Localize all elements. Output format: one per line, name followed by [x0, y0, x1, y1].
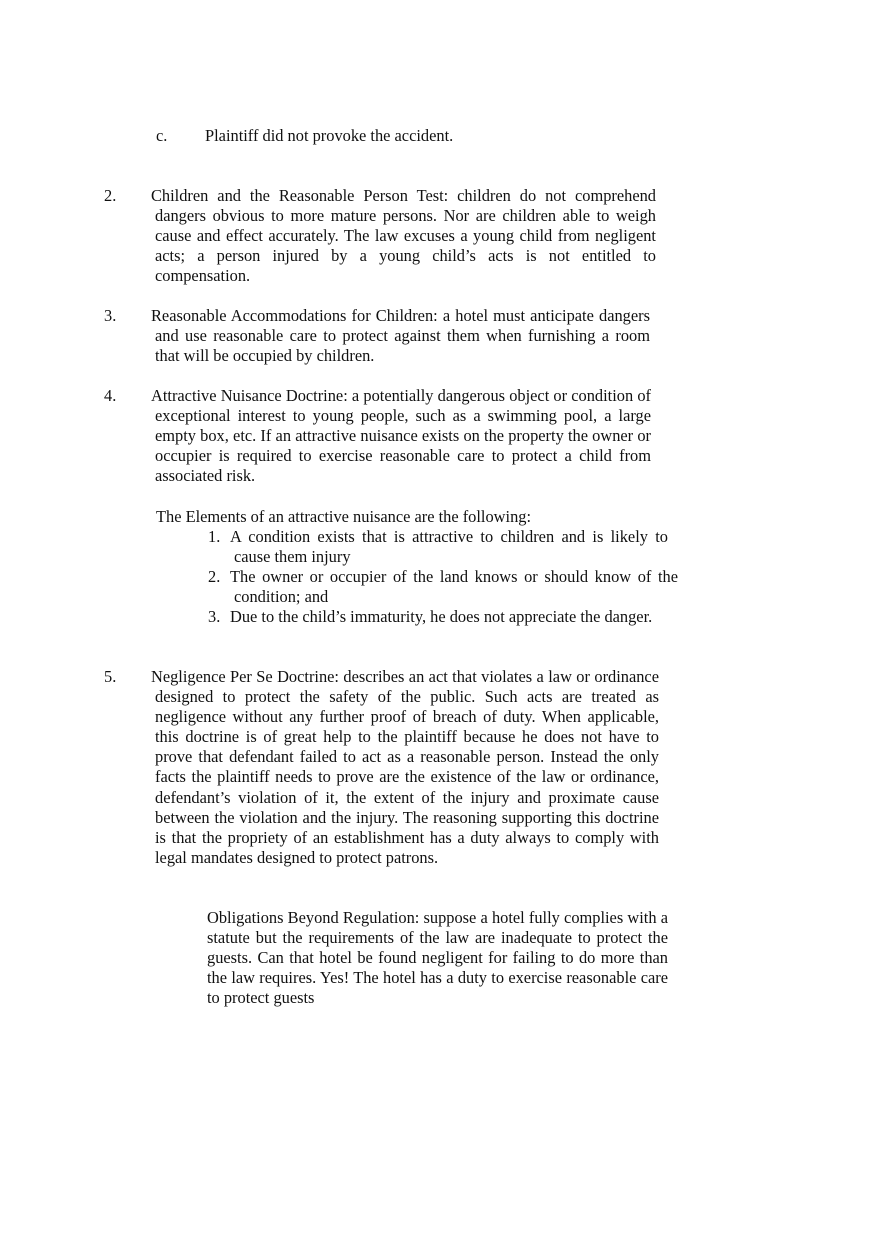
element-3-text: Due to the child’s immaturity, he does not appreciate the danger. — [230, 607, 653, 626]
item-4-number: 4. — [104, 386, 117, 405]
element-2-number: 2. — [208, 567, 221, 586]
item-4-paragraph: Attractive Nuisance Doctrine: a potentially dangerous object or condition of exceptional interest to young people, such as a swimming pool, a large empty box, etc. If an attractive nuisance exists on the property the owner or occupier is required to exercise reasonable care to protect a child from associated risk. — [151, 386, 651, 486]
item-c-text: Plaintiff did not provoke the accident. — [205, 126, 454, 145]
item-3-paragraph: Reasonable Accommodations for Children: a hotel must anticipate dangers and use reasonable care to protect against them when furnishing a room that will be occupied by children. — [151, 306, 650, 366]
obligations-paragraph: Obligations Beyond Regulation: suppose a hotel fully complies with a statute but the requirements of the law are inadequate to protect the guests. Can that hotel be found negligent for failing to do more than the law requires. Yes! The hotel has a duty to exercise reasonable care to protect guests — [207, 908, 668, 1008]
element-1-number: 1. — [208, 527, 221, 546]
element-3-number: 3. — [208, 607, 221, 626]
item-3-number: 3. — [104, 306, 117, 325]
element-1-text: A condition exists that is attractive to children and is likely to cause them injury — [230, 527, 668, 566]
elements-intro: The Elements of an attractive nuisance are the following: — [156, 507, 532, 526]
item-2-paragraph: Children and the Reasonable Person Test: children do not comprehend dangers obvious to more mature persons. Nor are children able to weigh cause and effect accurately. The law excuses a young child from negligent acts; a person injured by a young child’s acts is not entitled to compensation. — [151, 186, 656, 286]
item-c-marker: c. — [156, 126, 168, 145]
item-5-number: 5. — [104, 667, 117, 686]
item-2-number: 2. — [104, 186, 117, 205]
element-2-text: The owner or occupier of the land knows or should know of the condition; and — [230, 567, 678, 606]
item-5-paragraph: Negligence Per Se Doctrine: describes an act that violates a law or ordinance designed to protect the safety of the public. Such acts are treated as negligence without any further proof of breach of duty. When applicable, this doctrine is of great help to the plaintiff because he does not have to prove that defendant failed to act as a reasonable person. Instead the only facts the plaintiff needs to prove are the existence of the law or ordinance, defendant’s violation of it, the extent of the injury and proximate cause between the violation and the injury. The reasoning supporting this doctrine is that the propriety of an establishment has a duty always to comply with legal mandates designed to protect patrons. — [151, 667, 659, 867]
